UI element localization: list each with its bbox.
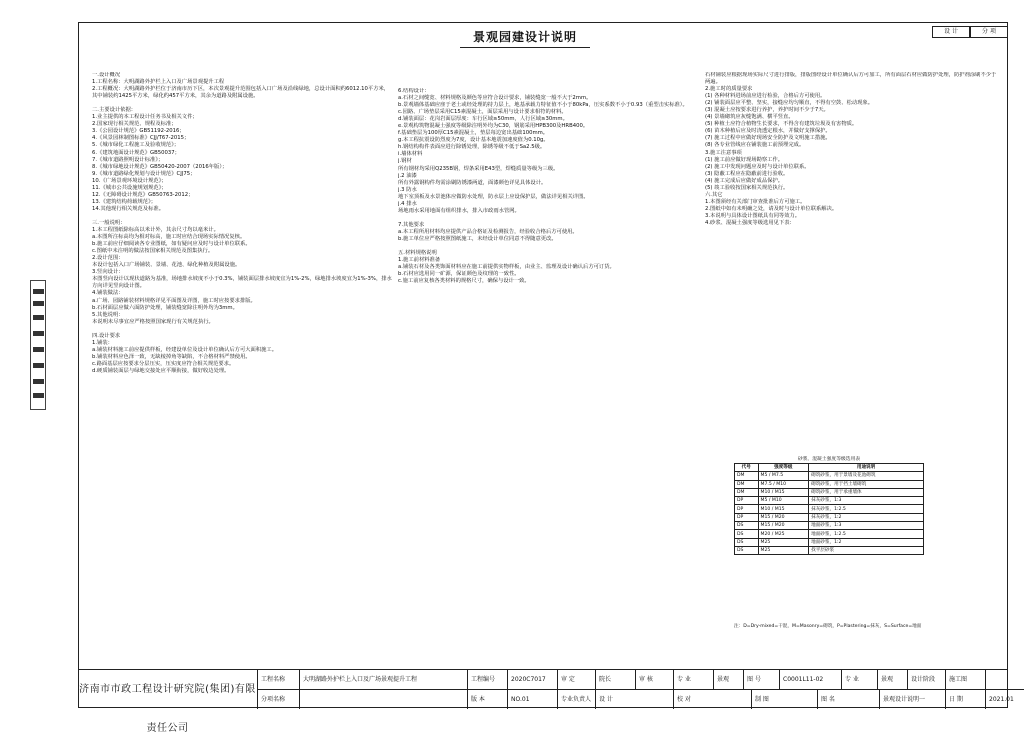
titleblock-cell: NO.01 — [508, 689, 558, 709]
table-cell: 砌筑砂浆，用于景墙及花池砌筑 — [809, 472, 924, 480]
table-cell: DS — [735, 546, 759, 554]
note-line: 5.《城市绿化工程施工及验收规范》； — [92, 142, 180, 149]
note-line: 3.竖向设计： — [92, 269, 124, 276]
note-line: a.铺装材料施工前应提供样板，经建设单位及设计单位确认后方可大面积施工。 — [92, 346, 278, 353]
note-line: b.施工前应仔细阅读各专业图纸，如有疑问应及时与设计单位联系。 — [92, 241, 251, 248]
titleblock-cell: 景观 — [714, 670, 744, 689]
note-line: (2) 铺装面层应平整、坚实，接缝应均匀顺直，不得有空鼓、松动现象。 — [705, 100, 874, 107]
table-cell: DM — [735, 472, 759, 480]
titleblock-cell: 制 图 — [752, 689, 818, 709]
company-name: 济南市市政工程设计研究院(集团)有限责任公司 — [78, 670, 258, 709]
note-line — [92, 326, 392, 333]
note-line: a.石材之间缝宽、材料规格及颜色等应符合设计要求，铺装缝宽一般不大于2mm。 — [398, 95, 592, 102]
titleblock-cell: 版 本 — [468, 689, 508, 709]
titleblock-cell: C0001L11-02 — [780, 670, 842, 689]
note-line: a.铺装石材及各类饰面材料应在施工前提供实物样板，由业主、监理及设计确认后方可订货。 — [398, 264, 615, 271]
note-line: 7.《城市道路照明设计标准》； — [92, 156, 164, 163]
titleblock-cell: 设计阶段 — [908, 670, 946, 689]
header-box-design: 设 计 — [932, 26, 970, 38]
note-line — [398, 215, 698, 222]
table-header: 代号 — [735, 464, 759, 472]
header-box-item: 分 项 — [970, 26, 1008, 38]
titleblock-cell: 日 期 — [946, 689, 986, 709]
note-line: 8.《城市绿地设计规范》GB50420-2007（2016年版）； — [92, 163, 228, 170]
note-line: 四.设计要求 — [92, 332, 121, 339]
table-cell: 抹灰砂浆，1:3 — [809, 497, 924, 505]
note-line: 10.《广场景观环境设计规范》； — [92, 177, 167, 184]
note-line: 2.图纸中如有未明确之处，请及时与设计单位联系解决。 — [705, 205, 838, 212]
note-line: f.基础垫层为100厚C15素混凝土，垫层每边宽出基础100mm。 — [398, 130, 549, 137]
note-line: a.本工程所用材料均应提供产品合格证及检测报告，经验收合格后方可使用。 — [398, 228, 578, 235]
titleblock-cell: 图 号 — [744, 670, 780, 689]
note-line: 2.施工时的质量要求 — [705, 86, 753, 93]
table-cell: M7.5 / M10 — [758, 480, 809, 488]
note-line: 所有钢材均采用Q235B钢，焊条采用E43型，焊缝质量等级为三级。 — [398, 165, 559, 172]
table-cell: DS — [735, 522, 759, 530]
mortar-grade-table — [734, 463, 924, 555]
note-line: e.景观构筑物混凝土强度等级除注明外均为C30，钢筋采用HPB300及HRB400。 — [398, 123, 589, 130]
note-line: (5) 竣工验收按国家相关规范执行。 — [705, 184, 789, 191]
titleblock-cell: 施工图 — [946, 670, 986, 689]
table-cell: DP — [735, 505, 759, 513]
notes-column-2 — [398, 88, 698, 658]
table-row — [735, 513, 924, 521]
titleblock-cell: 专业负责人 — [558, 689, 596, 709]
table-row — [735, 505, 924, 513]
note-line: (1) 各种材料进场前应进行检验，合格后方可使用。 — [705, 93, 826, 100]
table-cell: DP — [735, 513, 759, 521]
titleblock-cell: 专 业 — [842, 670, 878, 689]
note-line: 4.砂浆、混凝土强度等级选用见下表： — [705, 219, 795, 226]
note-line: 14.其他现行相关规范及标准。 — [92, 205, 164, 212]
note-line: b.铺装材料应色泽一致，无缺棱掉角等缺陷，不合格材料严禁使用。 — [92, 353, 251, 360]
note-line: (8) 各专业管线应在铺装施工前预埋完成。 — [705, 142, 805, 149]
note-line: c.园路、广场垫层采用C15素混凝土，面层采用与设计要求相符的材料。 — [398, 109, 567, 116]
note-line: g.本工程抗震设防烈度为7度，设计基本地震加速度值为0.10g。 — [398, 137, 549, 144]
note-line: 1.本工程图纸除标高以米计外，其余尺寸均以毫米计。 — [92, 227, 219, 234]
note-line: 五.材料规格说明 — [398, 250, 437, 257]
table-cell: 地面砂浆，1:2.5 — [809, 530, 924, 538]
titleblock-cell: 审 定 — [558, 670, 596, 689]
note-line: 13.《建筑结构荷载规范》； — [92, 198, 157, 205]
titleblock-cell: 审 核 — [636, 670, 674, 689]
note-line: d.硬质铺装面层与绿地交接处应平顺衔接，做好收边处理。 — [92, 367, 230, 374]
note-line: b.施工单位应严格按照图纸施工，未经设计单位同意不得随意更改。 — [398, 235, 557, 242]
note-line: 6.结构设计： — [398, 88, 430, 94]
note-line: 石材铺装应根据现场实际尺寸进行排版，排版图经设计单位确认后方可加工，所有面层石材应做防护处理，防护剂涂刷不少于两遍。 — [705, 72, 997, 86]
titleblock-cell — [300, 689, 468, 709]
note-line: a.本图所注标高均为相对标高，施工时应结合现场实际情况复核。 — [92, 234, 246, 241]
note-line: 本图竖向设计以现状道路为基准，场地排水坡度不小于0.3%，铺装面层排水坡度宜为1%-2%，绿地排水坡度宜为1%-3%，排水方向详见竖向设计图。 — [92, 276, 392, 290]
note-line: 1.本图须经有关部门审查批准后方可施工。 — [705, 198, 806, 205]
note-line: b.景观墙体基础应座于老土或经处理的持力层上，地基承载力特征值不小于80kPa，压实系数不小于0.93（重型击实标准）。 — [398, 102, 688, 109]
note-line: (4) 施工完成后应做好成品保护。 — [705, 177, 784, 184]
note-line: j.3 防水 — [398, 186, 417, 193]
note-line: a.广场、园路铺装材料规格详见平面图及详图，施工时应按要求排版。 — [92, 297, 256, 304]
note-line: (5) 种植土应符合植物生长要求，不得含有建筑垃圾及有害物质。 — [705, 121, 858, 128]
notes-column-3 — [705, 72, 1001, 454]
note-line: i.墙体材料 — [398, 151, 423, 158]
table-cell: M5 / M7.5 — [758, 472, 809, 480]
note-line: 1.铺装： — [92, 339, 113, 346]
titleblock-cell: 大明湖路外护栏上入口及广场景观提升工程 — [300, 670, 468, 689]
note-line: 6.《建筑地面设计规范》GB50037； — [92, 149, 180, 156]
note-line: (6) 苗木种植后应及时浇透定根水，并做好支撑保护。 — [705, 128, 831, 135]
note-line — [92, 100, 392, 107]
note-line: 2.工程概况：大明湖路外护栏位于济南市历下区，本次景观提升范围包括入口广场及沿线绿地，总设计面积约6012.10平方米，其中铺装约1425平方米，绿化约457平方米，其余为道路及附属设施。 — [92, 86, 390, 100]
note-line — [398, 243, 698, 250]
note-line: j.4 排水 — [398, 200, 417, 207]
table-cell: 砌筑砂浆，用于挡土墙砌筑 — [809, 480, 924, 488]
table-cell: 地面砂浆，1:3 — [809, 522, 924, 530]
notes-column-1 — [92, 72, 392, 658]
table-row — [735, 538, 924, 546]
note-line: 4.铺装做法： — [92, 290, 124, 297]
note-line: 二.主要设计依据： — [92, 107, 137, 114]
table-caption: 砂浆、混凝土强度等级选用表 — [797, 457, 861, 462]
table-header: 用途说明 — [809, 464, 924, 472]
table-row — [735, 522, 924, 530]
table-row — [735, 530, 924, 538]
table-cell: M25 — [758, 546, 809, 554]
note-line: 5.其他说明： — [92, 311, 124, 318]
note-line: 场地雨水采用地面有组织排水，排入市政雨水管网。 — [398, 207, 520, 214]
table-cell: 找平层砂浆 — [809, 546, 924, 554]
page-title: 景观园建设计说明 — [460, 28, 590, 48]
table-cell: M15 / M20 — [758, 522, 809, 530]
note-line: 12.《无障碍设计规范》GB50763-2012； — [92, 191, 194, 198]
note-line: (1) 施工前应做好现场勘察工作。 — [705, 156, 784, 163]
table-cell: M15 / M20 — [758, 513, 809, 521]
table-row — [735, 497, 924, 505]
note-line: b.石材面层应做六面防护处理，铺装缝宽除注明外均为3mm。 — [92, 304, 238, 311]
table-cell: M25 — [758, 538, 809, 546]
note-line: 所有外露钢构件均需涂刷防锈漆两道，面漆颜色详见具体设计。 — [398, 179, 547, 186]
table-cell: DM — [735, 480, 759, 488]
note-line: 4.《风景园林制图标准》CJJ/T67-2015； — [92, 135, 190, 142]
note-line: (4) 景墙砌筑应灰缝饱满、横平竖直。 — [705, 114, 794, 121]
titleblock-cell: 分项名称 — [258, 689, 300, 709]
note-line: c.施工前应复核各类材料的规格尺寸，确保与设计一致。 — [398, 278, 530, 285]
titleblock-cell: 景观设计说明一 — [880, 689, 946, 709]
note-line: (3) 混凝土应按要求进行养护，养护时间不少于7天。 — [705, 107, 829, 114]
header-boxes — [932, 26, 1008, 38]
note-line: 2.国家现行相关规范、规程及标准； — [92, 121, 177, 128]
note-line: c.路面基层应按要求分层压实，压实度应符合相关规范要求。 — [92, 360, 235, 367]
table-cell: M10 / M15 — [758, 488, 809, 496]
note-line: 1.工程名称：大明湖路外护栏上入口及广场景观提升工程 — [92, 79, 225, 86]
note-line: 7.其他要求 — [398, 221, 425, 228]
table-note: 注：D=Dry-mixed=干混，M=Masonry=砌筑，P=Plastering=抹灰，S=Surface=地面 — [734, 624, 922, 629]
note-line: h.钢结构构件表面应进行除锈处理，除锈等级不低于Sa2.5级。 — [398, 144, 546, 151]
table-cell: DM — [735, 488, 759, 496]
note-line: c.图纸中未注明的做法按国家相关规范及图集执行。 — [92, 248, 214, 255]
note-line: 六.其它 — [705, 191, 723, 198]
binding-strip — [30, 280, 46, 410]
titleblock-cell: 校 对 — [674, 689, 752, 709]
note-line: 9.《城市道路绿化规划与设计规范》CJJ75； — [92, 170, 196, 177]
titleblock-cell: 2021.01 — [986, 689, 1024, 709]
table-cell: M10 / M15 — [758, 505, 809, 513]
note-line: d.铺装面层：花岗岩面层厚度：车行区域≥50mm，人行区域≥30mm。 — [398, 116, 568, 123]
note-line: 3.本说明与具体设计图纸具有同等效力。 — [705, 212, 801, 219]
table-cell: DS — [735, 530, 759, 538]
note-line: 1.施工前材料准备 — [398, 257, 441, 264]
table-cell: DS — [735, 538, 759, 546]
titleblock-cell: 设 计 — [596, 689, 674, 709]
table-header: 强度等级 — [758, 464, 809, 472]
titleblock-cell: 工程编号 — [468, 670, 508, 689]
table-cell: 抹灰砂浆，1:2.5 — [809, 505, 924, 513]
titleblock-cell: 专 业 — [674, 670, 714, 689]
note-line: j.钢材 — [398, 158, 412, 165]
note-line: 11.《城市公共设施规划规范》； — [92, 184, 167, 191]
note-line: b.石材应选用同一矿源，保证颜色及纹理的一致性。 — [398, 271, 520, 278]
table-row — [735, 546, 924, 554]
titleblock-cell: 2020C7017 — [508, 670, 558, 689]
table-cell: DP — [735, 497, 759, 505]
table-row — [735, 472, 924, 480]
note-line: (2) 施工中发现问题应及时与设计单位联系。 — [705, 163, 810, 170]
note-line: 3.施工注意事项 — [705, 149, 742, 156]
note-line: 地下室顶板及水景池体应做防水处理，防水层上应设保护层，做法详见相关详图。 — [398, 193, 589, 200]
note-line — [92, 213, 392, 220]
note-line: (7) 施工过程中应做好现场安全防护及文明施工措施。 — [705, 135, 831, 142]
titleblock-cell: 图 名 — [818, 689, 880, 709]
table-cell: 地面砂浆，1:2 — [809, 538, 924, 546]
note-line: 1.业主提供的本工程设计任务书及相关文件； — [92, 114, 198, 121]
note-line: 2.设计范围： — [92, 255, 124, 262]
note-line: (3) 隐蔽工程应在隐蔽前进行验收。 — [705, 170, 789, 177]
note-line: j.2 油漆 — [398, 172, 417, 179]
titleblock-cell: 工程名称 — [258, 670, 300, 689]
table-cell: 抹灰砂浆，1:2 — [809, 513, 924, 521]
titleblock-cell: 院长 — [596, 670, 636, 689]
table-cell: 砌筑砂浆，用于承重墙体 — [809, 488, 924, 496]
note-line: 一.设计概况 — [92, 72, 121, 78]
note-line: 本设计包括入口广场铺装、景墙、花池、绿化种植及附属设施。 — [92, 262, 241, 269]
table-row — [735, 480, 924, 488]
note-line: 三.一般说明： — [92, 219, 126, 226]
title-block — [78, 669, 1014, 734]
note-line: 3.《公园设计规范》GB51192-2016； — [92, 128, 185, 135]
table-cell: M5 / M10 — [758, 497, 809, 505]
titleblock-cell: 景观 — [878, 670, 908, 689]
table-cell: M20 / M25 — [758, 530, 809, 538]
note-line: 本说明未尽事宜应严格按照国家现行有关规范执行。 — [92, 318, 214, 325]
table-row — [735, 488, 924, 496]
